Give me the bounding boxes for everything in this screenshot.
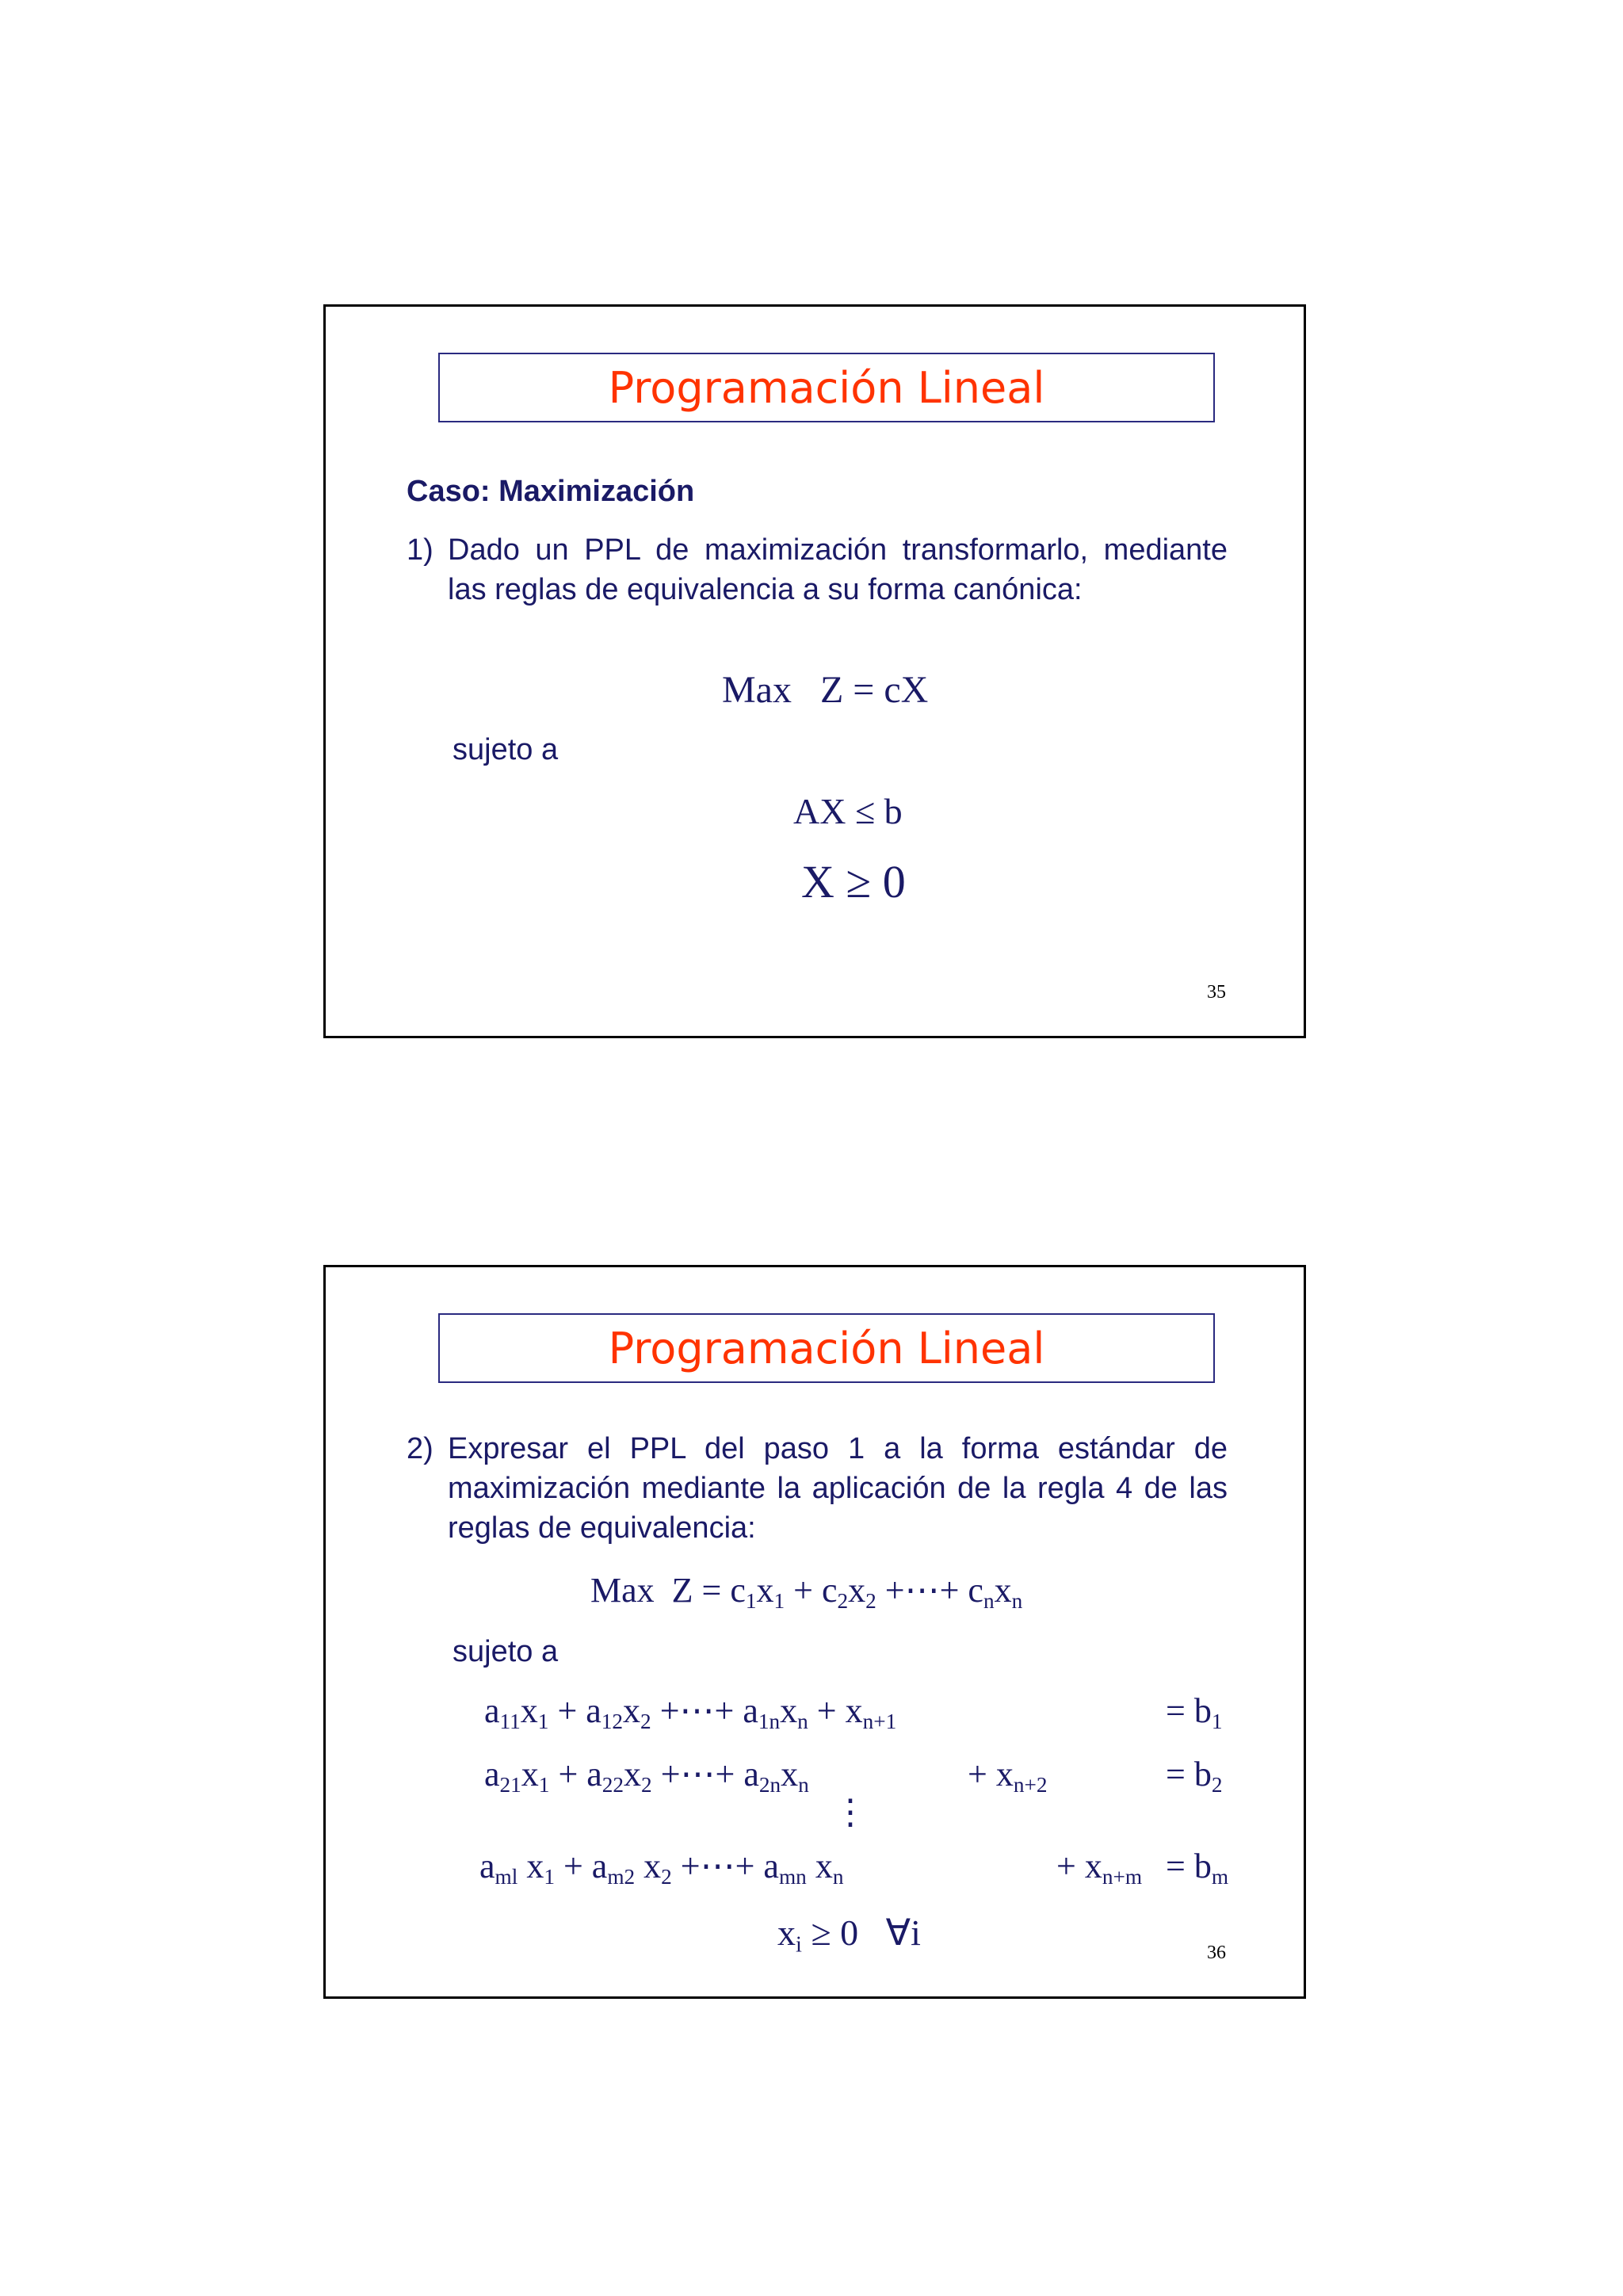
step-number: 1) (407, 533, 433, 567)
constraint-row-2-slack: + $x_{n+2}$ (968, 1755, 1048, 1797)
slide-title: Programación Lineal (608, 362, 1045, 413)
title-box (438, 353, 1215, 422)
constraint-x-ge-0: X ≥ 0 (801, 856, 906, 907)
step-text: Expresar el PPL del paso 1 a la forma estándar de maximización mediante la aplicación de la regla 4 de las reglas de equivalencia: (448, 1432, 1228, 1545)
constraint-row-m-lhs: $a_{ml}$ $x_1 + a_{m2}$ $x_2$ +⋯+ $a_{mn}$ $x_n$ (479, 1847, 844, 1889)
step-number: 2) (407, 1432, 433, 1465)
constraint-row-1-rhs: = $b_1$ (1166, 1691, 1223, 1734)
step-paragraph (407, 1429, 1228, 1548)
objective-function: Max Z = cX (722, 669, 929, 711)
constraint-row-2-lhs: $a_{21}x_1 + a_{22}x_2$ +⋯+ $a_{2n}x_n$ (484, 1755, 809, 1797)
page-number: 36 (1207, 1943, 1226, 1963)
title-box (438, 1313, 1215, 1383)
objective-function: Max $Z = c_1x_1 + c_2x_2$ +⋯+ $c_nx_n$ (590, 1571, 1023, 1614)
nonnegativity-constraint: $x_i \ge 0$ ∀i (777, 1912, 921, 1958)
constraint-row-2-rhs: = $b_2$ (1166, 1755, 1223, 1797)
slide-36 (323, 1265, 1306, 1999)
constraint-row-m-slack: + $x_{n+m}$ (1056, 1847, 1143, 1889)
step-text: Dado un PPL de maximización transformarlo, mediante las reglas de equivalencia a su forma canónica: (448, 533, 1228, 606)
subject-to-label: sujeto a (453, 733, 559, 766)
section-heading: Caso: Maximización (407, 475, 695, 508)
constraint-row-1-lhs: $a_{11}x_1 + a_{12}x_2$ +⋯+ $a_{1n}x_n + x_{n+1}$ (484, 1691, 897, 1734)
constraint-row-m-rhs: = $b_m$ (1166, 1847, 1229, 1889)
slide-35 (323, 304, 1306, 1038)
page-number: 35 (1207, 982, 1226, 1003)
constraint-ax-le-b: AX ≤ b (793, 791, 903, 831)
slide-title: Programación Lineal (608, 1323, 1045, 1373)
subject-to-label: sujeto a (453, 1635, 559, 1668)
vertical-ellipsis: ⋮ (833, 1793, 868, 1832)
step-paragraph (407, 530, 1228, 609)
